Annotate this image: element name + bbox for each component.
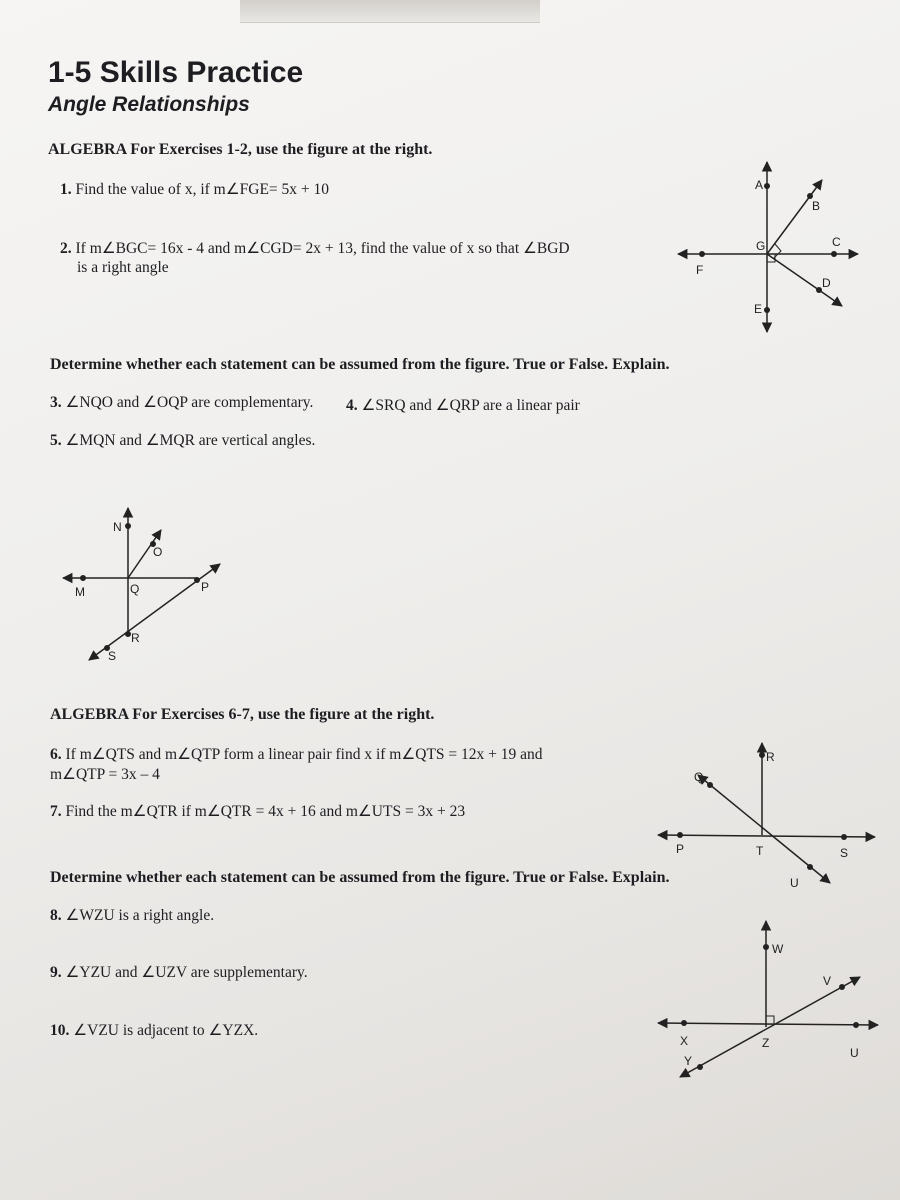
label-o: O bbox=[153, 545, 163, 559]
page-title: 1-5 Skills Practice bbox=[48, 56, 304, 89]
figure-3-diagram bbox=[650, 735, 880, 900]
point-w bbox=[763, 944, 769, 950]
point-a bbox=[764, 183, 770, 189]
label-v: V bbox=[823, 974, 832, 988]
point-p bbox=[677, 832, 683, 838]
label-g: G bbox=[756, 239, 766, 253]
question-2-number: 2. bbox=[60, 240, 72, 257]
label-q: Q bbox=[130, 582, 140, 596]
question-6-number: 6. bbox=[50, 746, 62, 763]
point-e bbox=[764, 307, 770, 313]
label-p: P bbox=[201, 580, 210, 594]
label-m: M bbox=[75, 585, 85, 599]
label-e: E bbox=[754, 302, 763, 316]
point-r bbox=[759, 752, 765, 758]
question-10-text: ∠VZU is adjacent to ∠YZX. bbox=[73, 1022, 259, 1039]
question-1 bbox=[60, 180, 329, 199]
point-v bbox=[839, 984, 845, 990]
figure-1-diagram bbox=[660, 150, 870, 350]
label-f: F bbox=[696, 263, 704, 277]
point-m bbox=[80, 575, 86, 581]
question-1-number: 1. bbox=[60, 181, 72, 198]
point-x bbox=[681, 1020, 687, 1026]
label-a: A bbox=[755, 178, 764, 192]
question-4-text: ∠SRQ and ∠QRP are a linear pair bbox=[361, 397, 580, 414]
label-y: Y bbox=[684, 1054, 693, 1068]
point-f bbox=[699, 251, 705, 257]
question-4 bbox=[346, 396, 580, 415]
section1-heading: ALGEBRA For Exercises 1-2, use the figure at the right. bbox=[48, 141, 433, 158]
point-p bbox=[194, 577, 200, 583]
section2-heading: Determine whether each statement can be assumed from the figure. True or False. Explain. bbox=[50, 356, 670, 373]
question-1-text: Find the value of x, if m∠FGE= 5x + 10 bbox=[75, 181, 330, 198]
question-2-line2: is a right angle bbox=[77, 259, 169, 276]
label-b: B bbox=[812, 199, 821, 213]
question-5-text: ∠MQN and ∠MQR are vertical angles. bbox=[65, 432, 316, 449]
question-9 bbox=[50, 963, 308, 982]
page-subtitle: Angle Relationships bbox=[48, 93, 250, 116]
page-top-edge bbox=[240, 0, 540, 23]
label-x: X bbox=[680, 1034, 689, 1048]
question-7-number: 7. bbox=[50, 803, 62, 820]
question-8-text: ∠WZU is a right angle. bbox=[65, 907, 215, 924]
question-6-text: If m∠QTS and m∠QTP form a linear pair find x if m∠QTS = 12x + 19 and bbox=[65, 746, 543, 763]
label-u: U bbox=[790, 876, 799, 890]
question-8-number: 8. bbox=[50, 907, 62, 924]
point-q bbox=[707, 782, 713, 788]
section4-heading: Determine whether each statement can be assumed from the figure. True or False. Explain. bbox=[50, 869, 670, 886]
label-q: Q bbox=[694, 770, 704, 784]
question-3-text: ∠NQO and ∠OQP are complementary. bbox=[65, 394, 314, 411]
point-u bbox=[853, 1022, 859, 1028]
label-n: N bbox=[113, 520, 122, 534]
question-8 bbox=[50, 906, 214, 925]
point-c bbox=[831, 251, 837, 257]
question-9-number: 9. bbox=[50, 964, 62, 981]
label-w: W bbox=[772, 942, 784, 956]
point-s bbox=[841, 834, 847, 840]
question-9-text: ∠YZU and ∠UZV are supplementary. bbox=[65, 964, 308, 981]
right-angle-mark bbox=[766, 1016, 774, 1024]
question-5 bbox=[50, 431, 315, 450]
point-y bbox=[697, 1064, 703, 1070]
label-u: U bbox=[850, 1046, 859, 1060]
point-n bbox=[125, 523, 131, 529]
line-yv bbox=[680, 977, 860, 1077]
line-xu bbox=[658, 1023, 878, 1025]
label-r: R bbox=[131, 631, 140, 645]
question-2 bbox=[60, 239, 570, 258]
question-10 bbox=[50, 1021, 258, 1040]
label-r: R bbox=[766, 750, 775, 764]
label-s: S bbox=[108, 649, 117, 663]
label-c: C bbox=[832, 235, 841, 249]
question-7 bbox=[50, 802, 465, 821]
section3-heading: ALGEBRA For Exercises 6-7, use the figure at the right. bbox=[50, 706, 435, 723]
label-z: Z bbox=[762, 1036, 770, 1050]
point-u bbox=[807, 864, 813, 870]
question-3-number: 3. bbox=[50, 394, 62, 411]
question-3 bbox=[50, 393, 313, 412]
question-5-number: 5. bbox=[50, 432, 62, 449]
question-10-number: 10. bbox=[50, 1022, 70, 1039]
figure-4-diagram bbox=[650, 915, 880, 1085]
label-t: T bbox=[756, 844, 764, 858]
question-6-line2: m∠QTP = 3x – 4 bbox=[50, 766, 160, 783]
question-6 bbox=[50, 745, 543, 764]
question-2-text: If m∠BGC= 16x - 4 and m∠CGD= 2x + 13, find the value of x so that ∠BGD bbox=[75, 240, 570, 257]
label-p: P bbox=[676, 842, 685, 856]
figure-2-diagram bbox=[55, 500, 235, 670]
question-7-text: Find the m∠QTR if m∠QTR = 4x + 16 and m∠UTS = 3x + 23 bbox=[65, 803, 466, 820]
question-4-number: 4. bbox=[346, 397, 358, 414]
ray-gd bbox=[767, 254, 842, 306]
label-s: S bbox=[840, 846, 849, 860]
label-d: D bbox=[822, 276, 831, 290]
ray-gb bbox=[767, 180, 822, 254]
